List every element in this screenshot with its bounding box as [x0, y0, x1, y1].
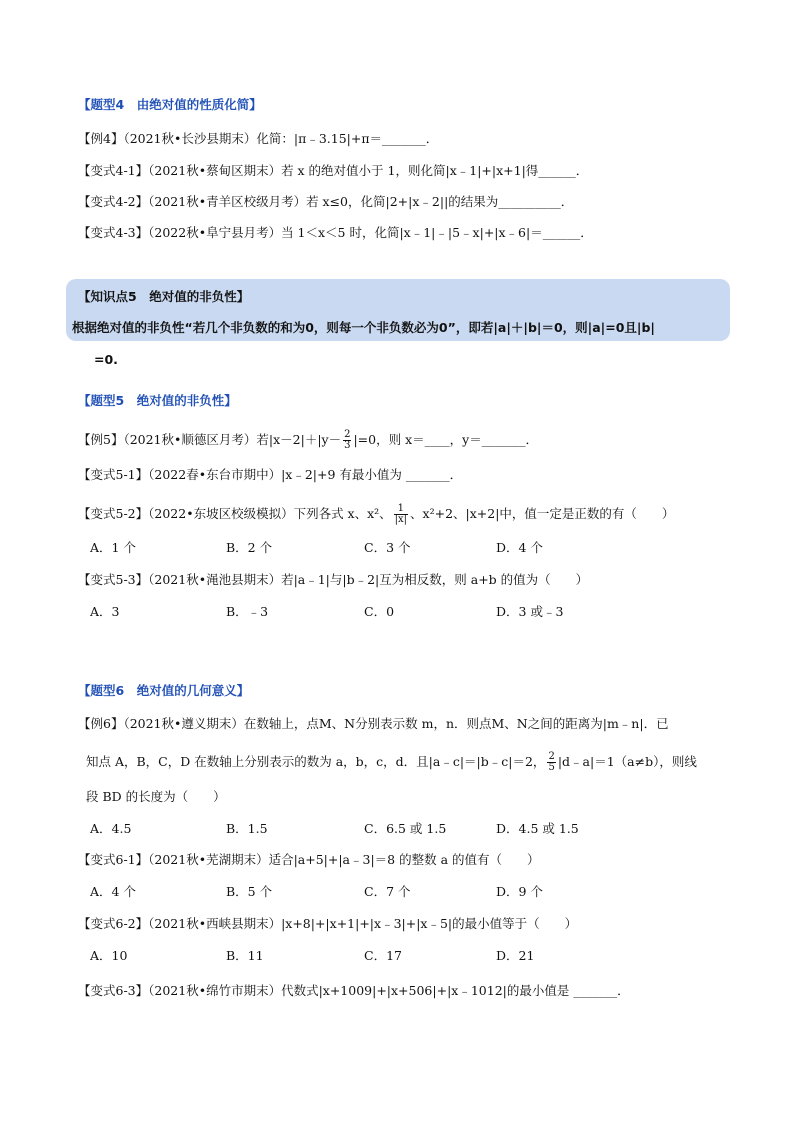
option-c: C．6.5 或 1.5: [364, 821, 447, 836]
section4-heading: 【题型4 由绝对值的性质化简】: [78, 97, 262, 112]
variant-4-2: 【变式4-2】（2021秋•青羊区校级月考）若 x≤0，化简|2+|x﹣2||的结果为__________．: [78, 194, 574, 209]
example-6-line2: [86, 752, 697, 773]
example-5: [78, 430, 538, 451]
option-c: C．7 个: [364, 884, 411, 899]
option-c: C．0: [364, 604, 395, 619]
example-6-line3: 段 BD 的长度为（ ）: [86, 789, 226, 804]
variant-5-2-text-a: 【变式5-2】（2022•东坡区校级模拟）下列各式 x、x²、: [78, 506, 392, 521]
variant-6-3: 【变式6-3】（2021秋•绵竹市期末）代数式|x+1009|+|x+506|+|x﹣1012|的最小值是 _______．: [78, 983, 630, 998]
option-c: C．3 个: [364, 540, 411, 555]
fraction-denominator: |x|: [394, 514, 408, 525]
option-b: B．﹣3: [226, 604, 269, 619]
example-5-text-a: 【例5】（2021秋•顺德区月考）若|x－2|＋|y－: [78, 432, 342, 447]
variant-4-3: 【变式4-3】（2022秋•阜宁县月考）当 1＜x＜5 时，化简|x﹣1|﹣|5﹣x|+|x﹣6|＝______．: [78, 225, 593, 240]
fraction-two-thirds: [343, 430, 351, 451]
fraction-denominator: 3: [344, 440, 351, 451]
variant-5-2: [78, 504, 674, 525]
option-b: B．1.5: [226, 821, 268, 836]
variant-6-1: 【变式6-1】（2021秋•芜湖期末）适合|a+5|+|a﹣3|＝8 的整数 a 的值有（ ）: [78, 852, 540, 867]
example-4: 【例4】（2021秋•长沙县期末）化简：|π﹣3.15|+π＝_______．: [78, 131, 439, 146]
option-d: D．9 个: [496, 884, 543, 899]
knowledge5-line1: 根据绝对值的非负性“若几个非负数的和为0，则每一个非负数必为0”，即若|a|＋|b|＝0，则|a|=0且|b|: [72, 320, 655, 335]
knowledge5-line2: =0.: [94, 352, 118, 367]
option-a: A．1 个: [90, 540, 136, 555]
option-a: A．4 个: [90, 884, 136, 899]
fraction-numerator: 2: [344, 429, 351, 440]
option-b: B．11: [226, 948, 264, 963]
fraction-numerator: 2: [548, 751, 555, 762]
option-a: A．3: [90, 604, 120, 619]
option-b: B．5 个: [226, 884, 273, 899]
fraction-one-over-abs-x: [394, 504, 408, 525]
example-6-text-a: 知点 A，B，C，D 在数轴上分别表示的数为 a，b，c，d．且|a﹣c|＝|b﹣c|＝2，: [86, 754, 546, 769]
knowledge5-title: 【知识点5 绝对值的非负性】: [78, 289, 250, 304]
section6-heading: 【题型6 绝对值的几何意义】: [78, 683, 250, 698]
variant-5-1: 【变式5-1】（2022春•东台市期中）|x﹣2|+9 有最小值为 _______．: [78, 467, 463, 482]
option-d: D．21: [496, 948, 535, 963]
example-6-line1: 【例6】（2021秋•遵义期末）在数轴上，点M、N分别表示数 m，n．则点M、N之间的距离为|m﹣n|．已: [78, 716, 669, 731]
option-d: D．3 或﹣3: [496, 604, 564, 619]
option-d: D．4.5 或 1.5: [496, 821, 579, 836]
fraction-two-fifths: [547, 752, 555, 773]
option-b: B．2 个: [226, 540, 273, 555]
variant-4-1: 【变式4-1】（2021秋•蔡甸区期末）若 x 的绝对值小于 1，则化简|x﹣1|+|x+1|得______．: [78, 163, 589, 178]
option-c: C．17: [364, 948, 402, 963]
section5-heading: 【题型5 绝对值的非负性】: [78, 393, 237, 408]
variant-6-2: 【变式6-2】（2021秋•西峡县期末）|x+8|+|x+1|+|x﹣3|+|x﹣5|的最小值等于（ ）: [78, 916, 578, 931]
variant-5-3: 【变式5-3】（2021秋•渑池县期末）若|a﹣1|与|b﹣2|互为相反数，则 a+b 的值为（ ）: [78, 572, 589, 587]
fraction-numerator: 1: [394, 504, 408, 515]
option-d: D．4 个: [496, 540, 543, 555]
option-a: A．10: [90, 948, 128, 963]
example-6-text-b: |d﹣a|＝1（a≠b），则线: [557, 754, 697, 769]
variant-5-2-text-b: 、x²+2、|x+2|中，值一定是正数的有（ ）: [410, 506, 675, 521]
fraction-denominator: 5: [548, 762, 555, 773]
example-5-text-b: |=0，则 x＝____，y＝_______．: [353, 432, 538, 447]
option-a: A．4.5: [90, 821, 132, 836]
